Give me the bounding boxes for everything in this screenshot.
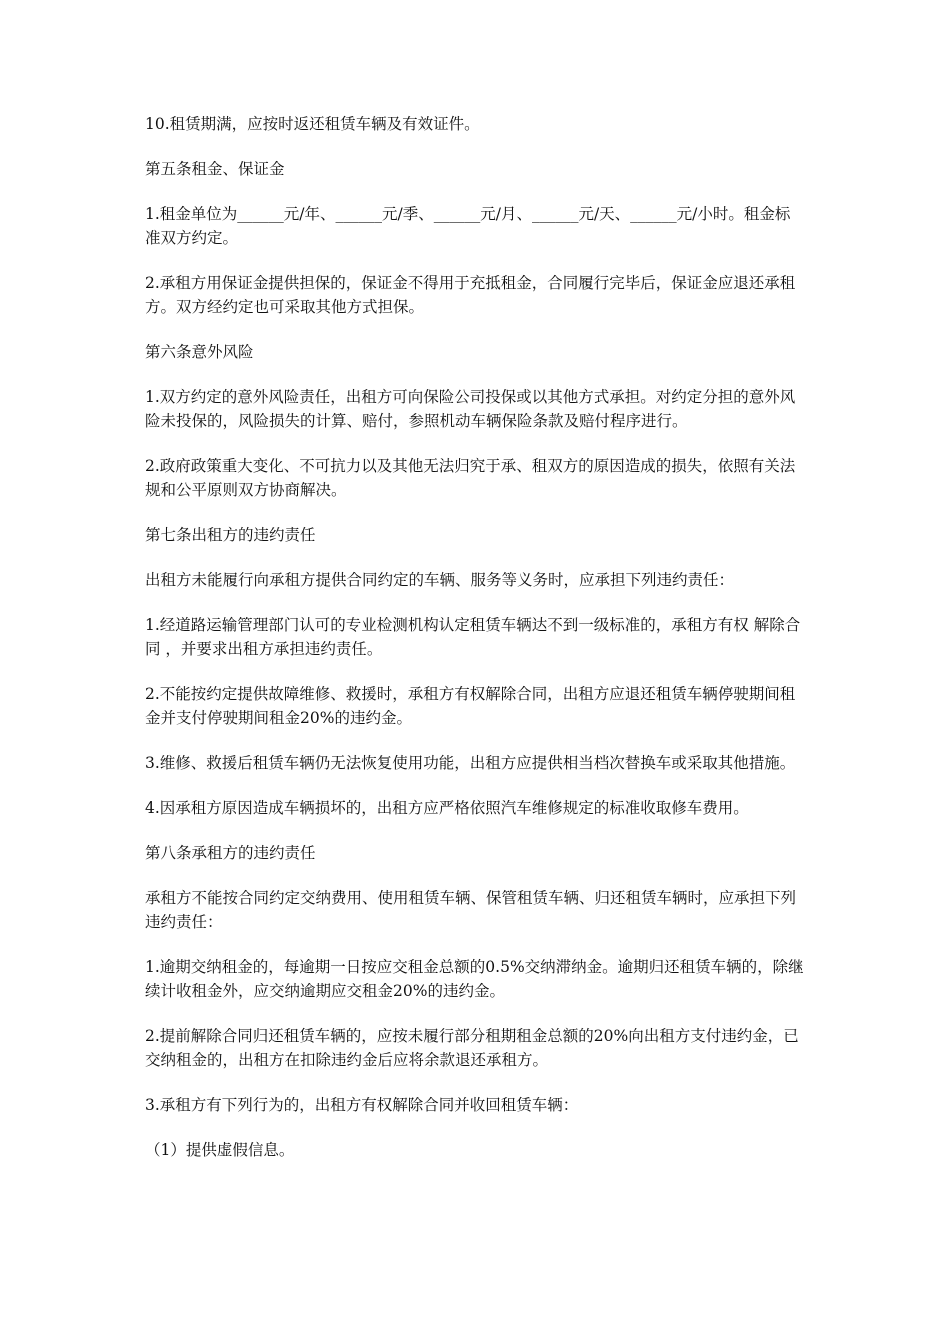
article-6-item-1: 1.双方约定的意外风险责任，出租方可向保险公司投保或以其他方式承担。对约定分担的意外风险未投保的，风险损失的计算、赔付，参照机动车辆保险条款及赔付程序进行。 <box>145 388 796 430</box>
article-8-item-2: 2.提前解除合同归还租赁车辆的，应按未履行部分租期租金总额的20%向出租方支付违约金，已交纳租金的，出租方在扣除违约金后应将余款退还承租方。 <box>145 1027 799 1069</box>
article-5-item-2: 2.承租方用保证金提供担保的，保证金不得用于充抵租金，合同履行完毕后，保证金应退还承租方。双方经约定也可采取其他方式担保。 <box>145 274 796 316</box>
article-7-item-4: 4.因承租方原因造成车辆损坏的，出租方应严格依照汽车维修规定的标准收取修车费用。 <box>145 799 749 817</box>
article-8-item-3-sub-1: （1）提供虚假信息。 <box>145 1141 295 1159</box>
article-6-item-2: 2.政府政策重大变化、不可抗力以及其他无法归究于承、租双方的原因造成的损失，依照有关法规和公平原则双方协商解决。 <box>145 457 796 499</box>
article-8-item-3: 3.承租方有下列行为的，出租方有权解除合同并收回租赁车辆： <box>145 1096 579 1114</box>
article-7-item-1: 1.经道路运输管理部门认可的专业检测机构认定租赁车辆达不到一级标准的，承租方有权 解除合同 ，并要求出租方承担违约责任。 <box>145 616 801 658</box>
article-7-item-2: 2.不能按约定提供故障维修、救援时，承租方有权解除合同，出租方应退还租赁车辆停驶期间租金并支付停驶期间租金20%的违约金。 <box>145 685 796 727</box>
article-7-intro: 出租方未能履行向承租方提供合同约定的车辆、服务等义务时，应承担下列违约责任： <box>145 571 735 589</box>
heading-article-7: 第七条出租方的违约责任 <box>145 526 316 544</box>
article-7-item-3: 3.维修、救援后租赁车辆仍无法恢复使用功能，出租方应提供相当档次替换车或采取其他措施。 <box>145 754 796 772</box>
document-body <box>145 112 805 1183</box>
clause-10-return: 10.租赁期满，应按时返还租赁车辆及有效证件。 <box>145 115 480 133</box>
heading-article-6: 第六条意外风险 <box>145 343 254 361</box>
heading-article-8: 第八条承租方的违约责任 <box>145 844 316 862</box>
article-8-intro: 承租方不能按合同约定交纳费用、使用租赁车辆、保管租赁车辆、归还租赁车辆时，应承担下列违约责任： <box>145 889 797 931</box>
article-8-item-1: 1.逾期交纳租金的，每逾期一日按应交租金总额的0.5%交纳滞纳金。逾期归还租赁车辆的，除继续计收租金外，应交纳逾期应交租金20%的违约金。 <box>145 958 804 1000</box>
article-5-item-1: 1.租金单位为______元/年、______元/季、______元/月、______元/天、______元/小时。租金标准双方约定。 <box>145 205 791 247</box>
heading-article-5: 第五条租金、保证金 <box>145 160 285 178</box>
